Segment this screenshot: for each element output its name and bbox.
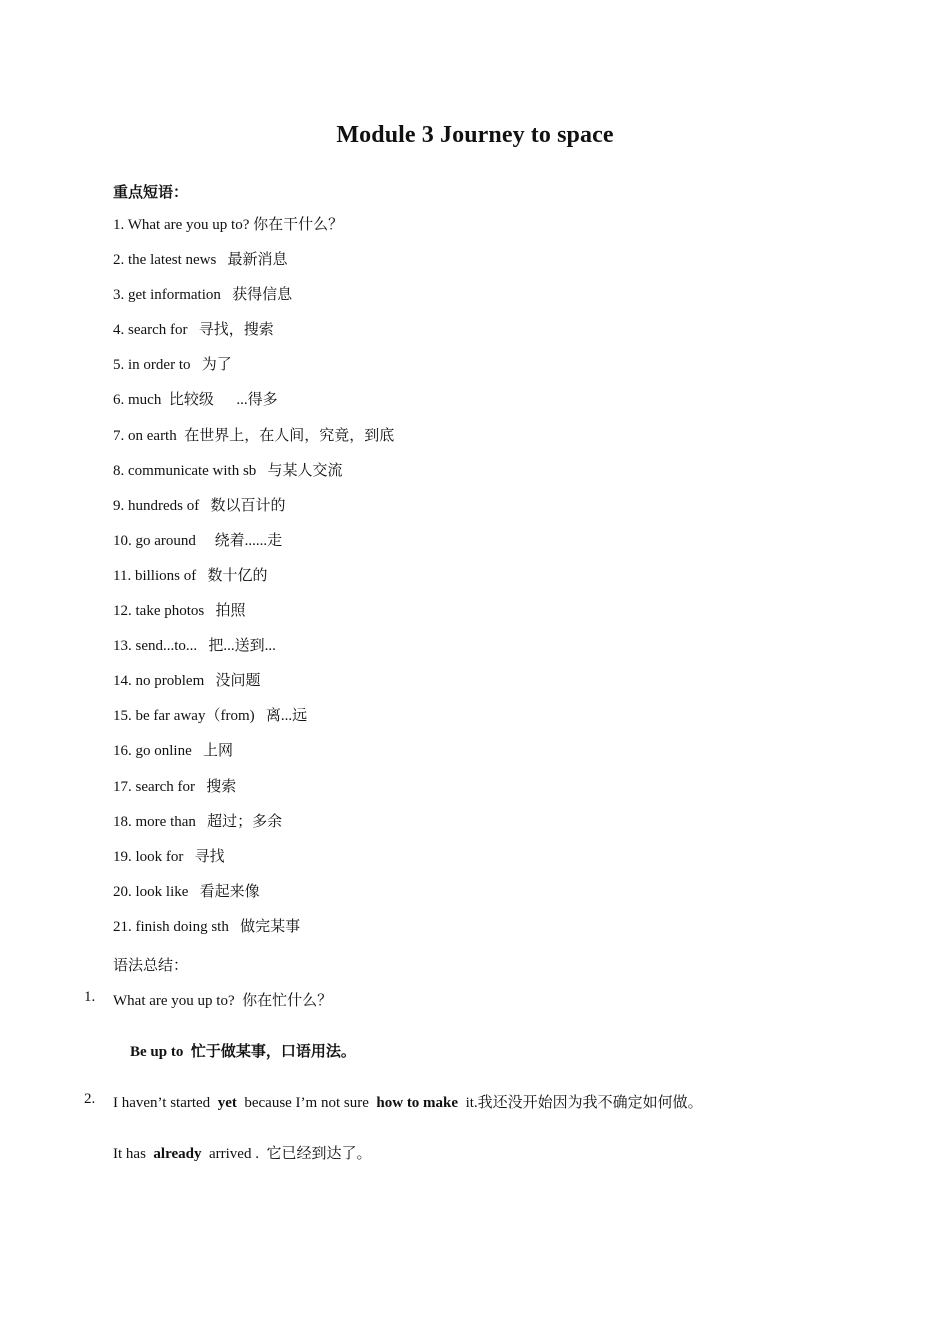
phrase-item: 18. more than 超过；多余 xyxy=(113,813,283,830)
phrase-list xyxy=(113,208,394,945)
grammar-heading: 语法总结： xyxy=(113,958,189,974)
phrase-item: 3. get information 获得信息 xyxy=(113,287,293,304)
keyword-yet: yet xyxy=(217,1095,237,1111)
phrase-item: 8. communicate with sb 与某人交流 xyxy=(113,462,343,479)
sentence-text: because I’m not sure xyxy=(236,1095,377,1111)
phrase-item: 12. take photos 拍照 xyxy=(113,603,246,620)
phrase-item: 7. on earth 在世界上，在人间，究竟，到底 xyxy=(113,427,395,444)
phrases-heading: 重点短语： xyxy=(113,185,189,201)
phrase-item: 1. What are you up to? 你在干什么？ xyxy=(113,217,344,233)
page-title: Module 3 Journey to space xyxy=(336,122,614,148)
phrase-item: 16. go online 上网 xyxy=(113,743,233,760)
grammar-item-number: 1. xyxy=(84,989,96,1005)
phrase-item: 9. hundreds of 数以百计的 xyxy=(113,497,286,514)
sentence-text: it.我还没开始因为我不确定如何做。 xyxy=(458,1095,703,1111)
grammar-sentence xyxy=(113,1091,703,1112)
phrase-item: 14. no problem 没问题 xyxy=(113,673,261,690)
phrase-item: 10. go around 绕着......走 xyxy=(113,532,283,549)
grammar-example xyxy=(113,1142,371,1163)
phrase-item: 17. search for 搜索 xyxy=(113,778,237,795)
phrase-item: 15. be far away（from) 离...远 xyxy=(113,708,308,725)
phrase-item: 6. much 比较级 ...得多 xyxy=(113,392,278,409)
grammar-item-number: 2. xyxy=(84,1091,96,1107)
phrase-item: 2. the latest news 最新消息 xyxy=(113,252,288,269)
phrase-item: 4. search for 寻找，搜索 xyxy=(113,322,274,339)
example-text: arrived . 它已经到达了。 xyxy=(201,1146,372,1162)
keyword-how-to-make: how to make xyxy=(376,1095,459,1111)
keyword-already: already xyxy=(153,1146,202,1162)
phrase-item: 11. billions of 数十亿的 xyxy=(113,567,268,584)
phrase-item: 13. send...to... 把...送到... xyxy=(113,638,276,655)
phrase-item: 19. look for 寻找 xyxy=(113,848,225,865)
sentence-text: I haven’t started xyxy=(113,1095,218,1111)
grammar-note: Be up to 忙于做某事，口语用法。 xyxy=(130,1044,356,1060)
phrase-item: 21. finish doing sth 做完某事 xyxy=(113,918,301,935)
example-text: It has xyxy=(113,1146,154,1162)
phrase-item: 20. look like 看起来像 xyxy=(113,883,260,900)
phrase-item: 5. in order to 为了 xyxy=(113,357,232,374)
grammar-sentence: What are you up to? 你在忙什么？ xyxy=(113,993,333,1009)
